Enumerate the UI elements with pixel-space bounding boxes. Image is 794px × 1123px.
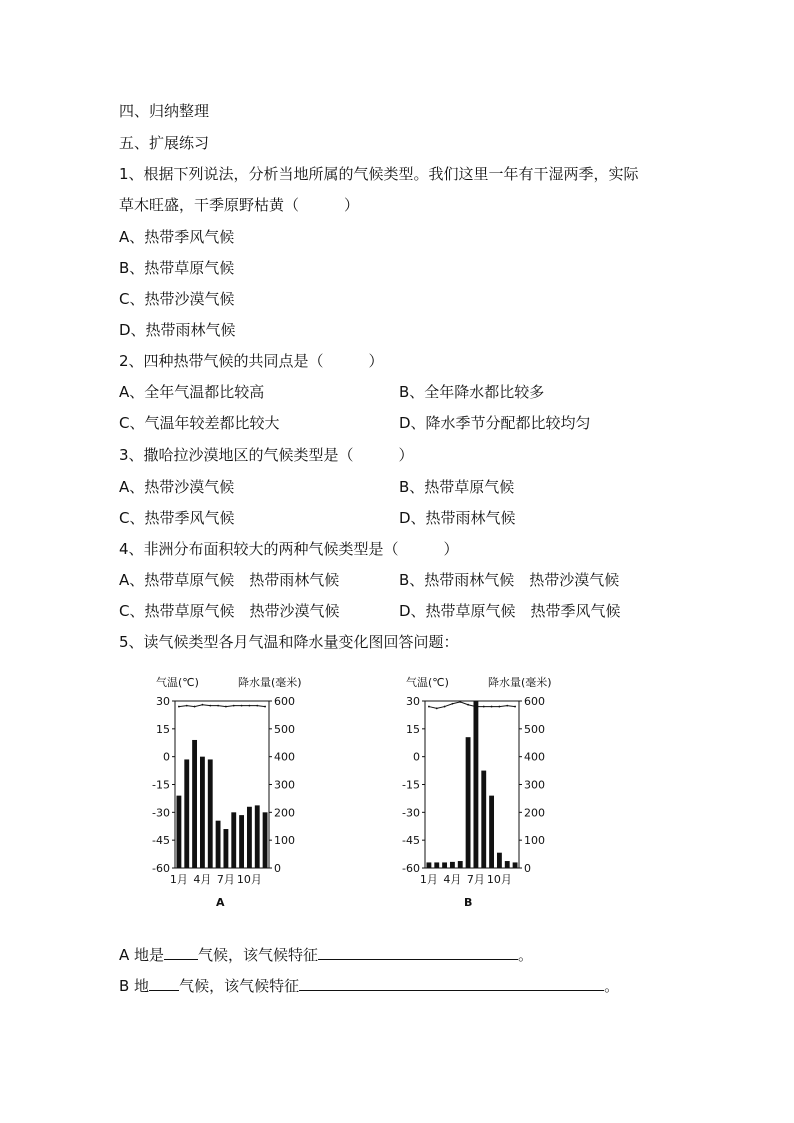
temp-tick-label: -15 <box>152 778 170 792</box>
question-1-option-b: B、热带草原气候 <box>119 259 235 277</box>
question-2-stem: 2、四种热带气候的共同点是（ ） <box>119 352 384 370</box>
temp-tick-label: 0 <box>413 750 420 764</box>
precipitation-bar <box>176 796 181 868</box>
question-5-stem: 5、读气候类型各月气温和降水量变化图回答问题： <box>119 633 459 651</box>
question-2-option-a: A、全年气温都比较高 <box>119 383 265 401</box>
precip-tick-label: 300 <box>274 778 295 792</box>
question-3-option-a: A、热带沙漠气候 <box>119 478 235 496</box>
precip-tick-label: 0 <box>274 862 281 875</box>
temperature-point <box>491 706 493 708</box>
precipitation-bar <box>247 807 252 868</box>
precipitation-bar <box>497 853 502 868</box>
temperature-point <box>483 706 485 708</box>
question-4-option-c: C、热带草原气候 热带沙漠气候 <box>119 602 340 620</box>
temp-tick-label: 15 <box>406 722 420 736</box>
month-label: 4月 <box>193 873 212 886</box>
precipitation-bar <box>208 759 213 868</box>
temperature-point <box>467 704 469 706</box>
month-label: 10月 <box>236 873 262 886</box>
temperature-point <box>256 705 258 707</box>
temperature-point <box>233 705 235 707</box>
temperature-point <box>264 706 266 708</box>
question-1-option-a: A、热带季风气候 <box>119 228 235 246</box>
precip-tick-label: 200 <box>524 806 545 820</box>
temperature-point <box>436 708 438 710</box>
temperature-point <box>249 705 251 707</box>
question-2-option-d: D、降水季节分配都比较均匀 <box>399 414 591 432</box>
precip-tick-label: 0 <box>524 862 531 875</box>
temperature-point <box>452 703 454 705</box>
section-heading-5: 五、扩展练习 <box>119 134 210 152</box>
temperature-line <box>429 702 515 708</box>
answer-a-mid: 气候，该气候特征 <box>198 946 319 964</box>
month-label: 10月 <box>486 873 512 886</box>
answer-b-feature-blank[interactable] <box>299 976 604 991</box>
precipitation-bar <box>426 862 431 868</box>
precipitation-bar <box>489 796 494 868</box>
precipitation-bar <box>473 701 478 868</box>
month-label: 1月 <box>419 873 438 886</box>
climate-chart-b <box>390 668 590 913</box>
temp-tick-label: -45 <box>402 834 420 848</box>
precip-axis-label: 降水量(毫米) <box>238 676 302 689</box>
precipitation-bar <box>255 805 260 868</box>
temperature-point <box>178 706 180 708</box>
precip-tick-label: 200 <box>274 806 295 820</box>
precipitation-bar <box>442 862 447 868</box>
temperature-point <box>241 705 243 707</box>
precip-tick-label: 400 <box>274 750 295 764</box>
temp-tick-label: -60 <box>152 862 170 875</box>
temperature-point <box>514 706 516 708</box>
precip-tick-label: 400 <box>524 750 545 764</box>
question-3-option-b: B、热带草原气候 <box>399 478 515 496</box>
answer-b-prefix: B 地 <box>119 977 150 995</box>
answer-line-a <box>119 945 533 965</box>
question-1-stem-line-1: 1、根据下列说法，分析当地所属的气候类型。我们这里一年有干湿两季，实际 <box>119 165 639 183</box>
temperature-point <box>209 705 211 707</box>
question-3-option-c: C、热带季风气候 <box>119 509 235 527</box>
temperature-point <box>506 705 508 707</box>
question-4-option-b: B、热带雨林气候 热带沙漠气候 <box>399 571 620 589</box>
climate-chart-a <box>140 668 340 913</box>
temp-tick-label: -30 <box>402 806 420 820</box>
question-1-stem-line-2: 草木旺盛，干季原野枯黄（ ） <box>119 196 360 214</box>
question-4-option-d: D、热带草原气候 热带季风气候 <box>399 602 621 620</box>
precipitation-bar <box>184 759 189 868</box>
plot-frame <box>425 701 519 868</box>
precipitation-bar <box>458 861 463 868</box>
answer-a-end: 。 <box>518 946 534 964</box>
precip-tick-label: 600 <box>524 695 545 708</box>
precipitation-bar <box>481 771 486 868</box>
answer-b-mid: 气候，该气候特征 <box>179 977 300 995</box>
temperature-point <box>186 705 188 707</box>
question-4-stem: 4、非洲分布面积较大的两种气候类型是（ ） <box>119 540 459 558</box>
precipitation-bar <box>263 812 268 868</box>
temperature-point <box>428 706 430 708</box>
temp-tick-label: 30 <box>156 695 170 708</box>
temp-tick-label: -30 <box>152 806 170 820</box>
precip-tick-label: 300 <box>524 778 545 792</box>
answer-a-feature-blank[interactable] <box>318 945 518 960</box>
temp-tick-label: -60 <box>402 862 420 875</box>
precipitation-bar <box>223 829 228 868</box>
question-3-stem: 3、撒哈拉沙漠地区的气候类型是（ ） <box>119 446 414 464</box>
precip-tick-label: 100 <box>524 834 545 848</box>
temperature-point <box>499 706 501 708</box>
temperature-point <box>444 706 446 708</box>
temp-axis-label: 气温(℃) <box>406 676 449 689</box>
precipitation-bar <box>513 862 518 868</box>
temp-tick-label: -15 <box>402 778 420 792</box>
question-1-option-c: C、热带沙漠气候 <box>119 290 235 308</box>
precip-tick-label: 500 <box>274 722 295 736</box>
precipitation-bar <box>505 861 510 868</box>
precip-tick-label: 600 <box>274 695 295 708</box>
temperature-point <box>475 706 477 708</box>
precipitation-bar <box>200 757 205 868</box>
month-label: 4月 <box>443 873 462 886</box>
answer-a-prefix: A 地是 <box>119 946 165 964</box>
temp-tick-label: 30 <box>406 695 420 708</box>
answer-b-end: 。 <box>604 977 620 995</box>
question-3-option-d: D、热带雨林气候 <box>399 509 516 527</box>
precipitation-bar <box>216 821 221 868</box>
precipitation-bar <box>450 862 455 868</box>
section-heading-4: 四、归纳整理 <box>119 102 210 120</box>
question-2-option-c: C、气温年较差都比较大 <box>119 414 280 432</box>
precip-axis-label: 降水量(毫米) <box>488 676 552 689</box>
precipitation-bar <box>231 812 236 868</box>
question-2-option-b: B、全年降水都比较多 <box>399 383 545 401</box>
question-1-option-d: D、热带雨林气候 <box>119 321 236 339</box>
answer-b-climate-blank[interactable] <box>149 976 179 991</box>
answer-line-b <box>119 976 619 996</box>
answer-a-climate-blank[interactable] <box>164 945 198 960</box>
precipitation-bar <box>466 737 471 868</box>
temperature-point <box>217 705 219 707</box>
month-label: 7月 <box>466 873 485 886</box>
temperature-point <box>225 706 227 708</box>
question-4-option-a: A、热带草原气候 热带雨林气候 <box>119 571 340 589</box>
temperature-point <box>202 704 204 706</box>
temp-tick-label: 15 <box>156 722 170 736</box>
precipitation-bar <box>192 740 197 868</box>
month-label: 1月 <box>169 873 188 886</box>
chart-label: B <box>464 896 473 909</box>
temperature-line <box>179 705 265 707</box>
temp-tick-label: -45 <box>152 834 170 848</box>
precip-tick-label: 500 <box>524 722 545 736</box>
temp-tick-label: 0 <box>163 750 170 764</box>
precipitation-bar <box>239 815 244 868</box>
month-label: 7月 <box>216 873 235 886</box>
precip-tick-label: 100 <box>274 834 295 848</box>
precipitation-bar <box>434 862 439 868</box>
temp-axis-label: 气温(℃) <box>156 676 199 689</box>
temperature-point <box>194 706 196 708</box>
chart-label: A <box>216 896 225 909</box>
